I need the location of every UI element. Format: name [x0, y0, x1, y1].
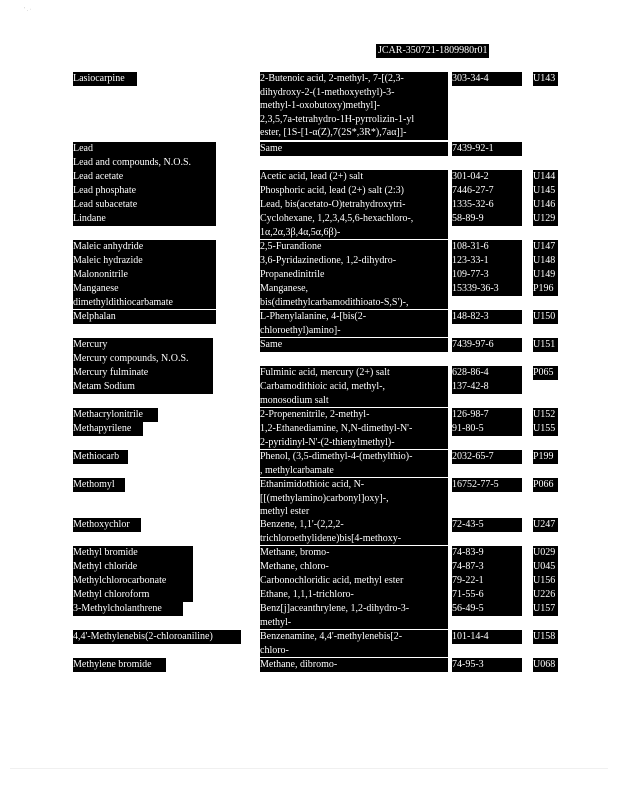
- chemical-name: chloro-: [260, 644, 289, 656]
- waste-code: U045: [533, 560, 558, 574]
- cas-number: 15339-36-3: [452, 282, 522, 296]
- cas-number: 123-33-1: [452, 254, 522, 268]
- waste-code: U156: [533, 574, 558, 588]
- chemical-name: Ethane, 1,1,1-trichloro-: [260, 589, 354, 600]
- chemical-name: Acetic acid, lead (2+) salt: [260, 171, 364, 182]
- substance-name-cell: [73, 156, 216, 170]
- substance-name: Methapyrilene: [73, 423, 132, 434]
- chemical-name: Fulminic acid, mercury (2+) salt: [260, 367, 390, 378]
- cas-number: 628-86-4: [452, 366, 522, 380]
- substance-name: Methyl bromide: [73, 547, 138, 558]
- chemical-name: [[(methylamino)carbonyl]oxy]-,: [260, 492, 389, 504]
- chemical-name: dihydroxy-2-(1-methoxyethyl)-3-: [260, 86, 395, 98]
- chemical-name: Same: [260, 339, 283, 350]
- chemical-name: Benz[j]aceanthrylene, 1,2-dihydro-3-: [260, 603, 410, 614]
- chemical-name: , methylcarbamate: [260, 464, 334, 476]
- chemical-name-cell: [260, 380, 448, 407]
- substance-name: Lead acetate: [73, 171, 124, 182]
- substance-name-cell: [73, 588, 193, 602]
- chemical-name: 2,5-Furandione: [260, 241, 322, 252]
- substance-name-cell: [73, 408, 158, 422]
- chemical-name-cell: [260, 602, 448, 629]
- chemical-name-cell: [260, 282, 448, 309]
- waste-code: P065: [533, 366, 558, 380]
- substance-name-cell: [73, 658, 166, 672]
- substance-name-cell: [73, 630, 241, 644]
- substance-name-cell: [73, 184, 216, 198]
- substance-name: Mercury fulminate: [73, 367, 149, 378]
- chemical-name: Methane, dibromo-: [260, 659, 338, 670]
- chemical-name: methyl-1-oxobutoxy)methyl]-: [260, 100, 380, 111]
- substance-name-cell: [73, 282, 216, 309]
- waste-code: U158: [533, 630, 558, 644]
- substance-name-cell: [73, 478, 125, 492]
- chemical-name-cell: [260, 198, 448, 212]
- document-id: JCAR-350721-1809980r01: [378, 45, 488, 56]
- cas-number: 126-98-7: [452, 408, 522, 422]
- chemical-name-cell: [260, 240, 448, 254]
- substance-name: Methylchlorocarbonate: [73, 575, 167, 586]
- substance-name-cell: [73, 366, 213, 380]
- waste-code: U226: [533, 588, 558, 602]
- chemical-name: bis(dimethylcarbamodithioato-S,S')-,: [260, 296, 409, 308]
- substance-name: Mercury compounds, N.O.S.: [73, 353, 189, 364]
- substance-name: Lead subacetate: [73, 199, 138, 210]
- waste-code: U143: [533, 72, 558, 86]
- cas-number: 301-04-2: [452, 170, 522, 184]
- substance-name-cell: [73, 380, 213, 394]
- substance-name: Malononitrile: [73, 269, 128, 280]
- substance-name-cell: [73, 422, 143, 436]
- chemical-name: ester, [1S-[1-α(Z),7(2S*,3R*),7aα]]-: [260, 127, 407, 138]
- waste-code: U146: [533, 198, 558, 212]
- chemical-name: 2-pyridinyl-N'-(2-thienylmethyl)-: [260, 436, 395, 448]
- cas-number: 91-80-5: [452, 422, 522, 436]
- substance-name: 4,4'-Methylenebis(2-chloroaniline): [73, 631, 213, 642]
- substance-name: Methiocarb: [73, 451, 120, 462]
- substance-name-cell: [73, 352, 213, 366]
- chemical-name: Phosphoric acid, lead (2+) salt (2:3): [260, 185, 404, 196]
- chemical-name: Benzene, 1,1'-(2,2,2-: [260, 519, 344, 530]
- chemical-name-cell: [260, 254, 448, 268]
- chemical-name-cell: [260, 560, 448, 574]
- substance-name-cell: [73, 198, 216, 212]
- cas-number: 101-14-4: [452, 630, 522, 644]
- chemical-name: methyl-: [260, 616, 292, 628]
- waste-code: U145: [533, 184, 558, 198]
- waste-code: U152: [533, 408, 558, 422]
- chemical-name-cell: [260, 478, 448, 519]
- chemical-name-cell: [260, 268, 448, 282]
- chemical-name: Carbonochloridic acid, methyl ester: [260, 575, 404, 586]
- chemical-name-cell: [260, 518, 448, 545]
- chemical-name: Ethanimidothioic acid, N-: [260, 479, 365, 490]
- chemical-name-cell: [260, 658, 448, 672]
- substance-name-cell: [73, 602, 183, 616]
- cas-number: 2032-65-7: [452, 450, 522, 464]
- chemical-name-cell: [260, 338, 448, 352]
- substance-name-cell: [73, 574, 193, 588]
- cas-number: 56-49-5: [452, 602, 522, 616]
- cas-number: 108-31-6: [452, 240, 522, 254]
- chemical-name-cell: [260, 574, 448, 588]
- substance-name-cell: [73, 170, 216, 184]
- substance-name: Maleic hydrazide: [73, 255, 143, 266]
- cas-number: 58-89-9: [452, 212, 522, 226]
- cas-number: 7439-92-1: [452, 142, 522, 156]
- chemical-name: 2-Butenoic acid, 2-methyl-, 7-[(2,3-: [260, 73, 404, 84]
- substance-name: Metam Sodium: [73, 381, 135, 392]
- substance-name: Lasiocarpine: [73, 73, 125, 84]
- substance-name: Methyl chloroform: [73, 589, 150, 600]
- chemical-name: 2,3,5,7a-tetrahydro-1H-pyrrolizin-1-yl: [260, 113, 415, 125]
- chemical-name: 1,2-Ethanediamine, N,N-dimethyl-N'-: [260, 423, 413, 434]
- chemical-name-cell: [260, 142, 448, 156]
- substance-name: Methyl chloride: [73, 561, 138, 572]
- cas-number: 74-83-9: [452, 546, 522, 560]
- substance-name-cell: [73, 560, 193, 574]
- cas-number: 72-43-5: [452, 518, 522, 532]
- waste-code: U150: [533, 310, 558, 324]
- substance-name: Mercury: [73, 339, 108, 350]
- substance-name: 3-Methylcholanthrene: [73, 603, 162, 614]
- waste-code: U151: [533, 338, 558, 352]
- substance-name: Maleic anhydride: [73, 241, 144, 252]
- substance-name-cell: [73, 254, 216, 268]
- cas-number: 137-42-8: [452, 380, 522, 394]
- chemical-name-cell: [260, 546, 448, 560]
- chemical-name: Methane, bromo-: [260, 547, 330, 558]
- chemical-name: Methane, chloro-: [260, 561, 329, 572]
- waste-code: U129: [533, 212, 558, 226]
- substance-name: Methomyl: [73, 479, 115, 490]
- cas-number: 303-34-4: [452, 72, 522, 86]
- waste-code: U068: [533, 658, 558, 672]
- substance-name-cell: [73, 450, 128, 464]
- chemical-name: L-Phenylalanine, 4-[bis(2-: [260, 311, 367, 322]
- chemical-name: monosodium salt: [260, 394, 329, 406]
- substance-name-cell: [73, 240, 216, 254]
- substance-name-cell: [73, 72, 137, 86]
- chemical-name-cell: [260, 450, 448, 477]
- substance-name: Methylene bromide: [73, 659, 152, 670]
- cas-number: 71-55-6: [452, 588, 522, 602]
- waste-code: U155: [533, 422, 558, 436]
- waste-code: U148: [533, 254, 558, 268]
- substance-name: Melphalan: [73, 311, 116, 322]
- substance-name: Lead and compounds, N.O.S.: [73, 157, 192, 168]
- chemical-name: Lead, bis(acetato-O)tetrahydroxytri-: [260, 199, 406, 210]
- chemical-name: Carbamodithioic acid, methyl-,: [260, 381, 385, 392]
- cas-number: 7439-97-6: [452, 338, 522, 352]
- chemical-name-cell: [260, 588, 448, 602]
- chemical-name: Propanedinitrile: [260, 269, 325, 280]
- chemical-name-cell: [260, 422, 448, 449]
- chemical-name: Benzenamine, 4,4'-methylenebis[2-: [260, 631, 403, 642]
- substance-name: Lead: [73, 143, 93, 154]
- waste-code: U247: [533, 518, 558, 532]
- substance-name-cell: [73, 518, 141, 532]
- waste-code: P066: [533, 478, 558, 492]
- waste-code: U157: [533, 602, 558, 616]
- chemical-name-cell: [260, 170, 448, 184]
- chemical-name-cell: [260, 630, 448, 657]
- waste-code: P199: [533, 450, 558, 464]
- substance-name-cell: [73, 310, 216, 324]
- waste-code: U147: [533, 240, 558, 254]
- substance-name: Lindane: [73, 213, 106, 224]
- footer-rule: [10, 768, 608, 769]
- chemical-name: 2-Propenenitrile, 2-methyl-: [260, 409, 370, 420]
- substance-name: Lead phosphate: [73, 185, 137, 196]
- cas-number: 1335-32-6: [452, 198, 522, 212]
- cas-number: 74-95-3: [452, 658, 522, 672]
- cas-number: 74-87-3: [452, 560, 522, 574]
- waste-code: U029: [533, 546, 558, 560]
- chemical-name: Phenol, (3,5-dimethyl-4-(methylthio)-: [260, 451, 413, 462]
- substance-name-cell: [73, 268, 216, 282]
- cas-number: 109-77-3: [452, 268, 522, 282]
- waste-code: P196: [533, 282, 558, 296]
- substance-name: Methoxychlor: [73, 519, 130, 530]
- substance-name-cell: [73, 338, 213, 352]
- substance-name: Manganese: [73, 283, 119, 294]
- waste-code: U144: [533, 170, 558, 184]
- substance-name-cell: [73, 546, 193, 560]
- chemical-name: trichloroethylidene)bis[4-methoxy-: [260, 532, 402, 544]
- chemical-name: Same: [260, 143, 283, 154]
- cas-number: 16752-77-5: [452, 478, 522, 492]
- chemical-name: Cyclohexane, 1,2,3,4,5,6-hexachloro-,: [260, 213, 414, 224]
- chemical-name-cell: [260, 184, 448, 198]
- cas-number: 79-22-1: [452, 574, 522, 588]
- chemical-name: 3,6-Pyridazinedione, 1,2-dihydro-: [260, 255, 397, 266]
- chemical-name: methyl ester: [260, 506, 310, 517]
- chemical-name-cell: [260, 212, 448, 239]
- scan-artifact: ' . ·: [24, 7, 32, 13]
- substance-name-cell: [73, 212, 216, 226]
- chemical-name: Manganese,: [260, 283, 309, 294]
- cas-number: 7446-27-7: [452, 184, 522, 198]
- chemical-name: chloroethyl)amino]-: [260, 324, 341, 336]
- substance-name-cell: [73, 142, 216, 156]
- chemical-name-cell: [260, 72, 448, 140]
- substance-name: dimethyldithiocarbamate: [73, 296, 173, 308]
- chemical-name-cell: [260, 310, 448, 337]
- chemical-name-cell: [260, 366, 448, 380]
- waste-code: U149: [533, 268, 558, 282]
- substance-name: Methacrylonitrile: [73, 409, 143, 420]
- chemical-name-cell: [260, 408, 448, 422]
- chemical-name: 1α,2α,3β,4α,5α,6β)-: [260, 226, 341, 238]
- cas-number: 148-82-3: [452, 310, 522, 324]
